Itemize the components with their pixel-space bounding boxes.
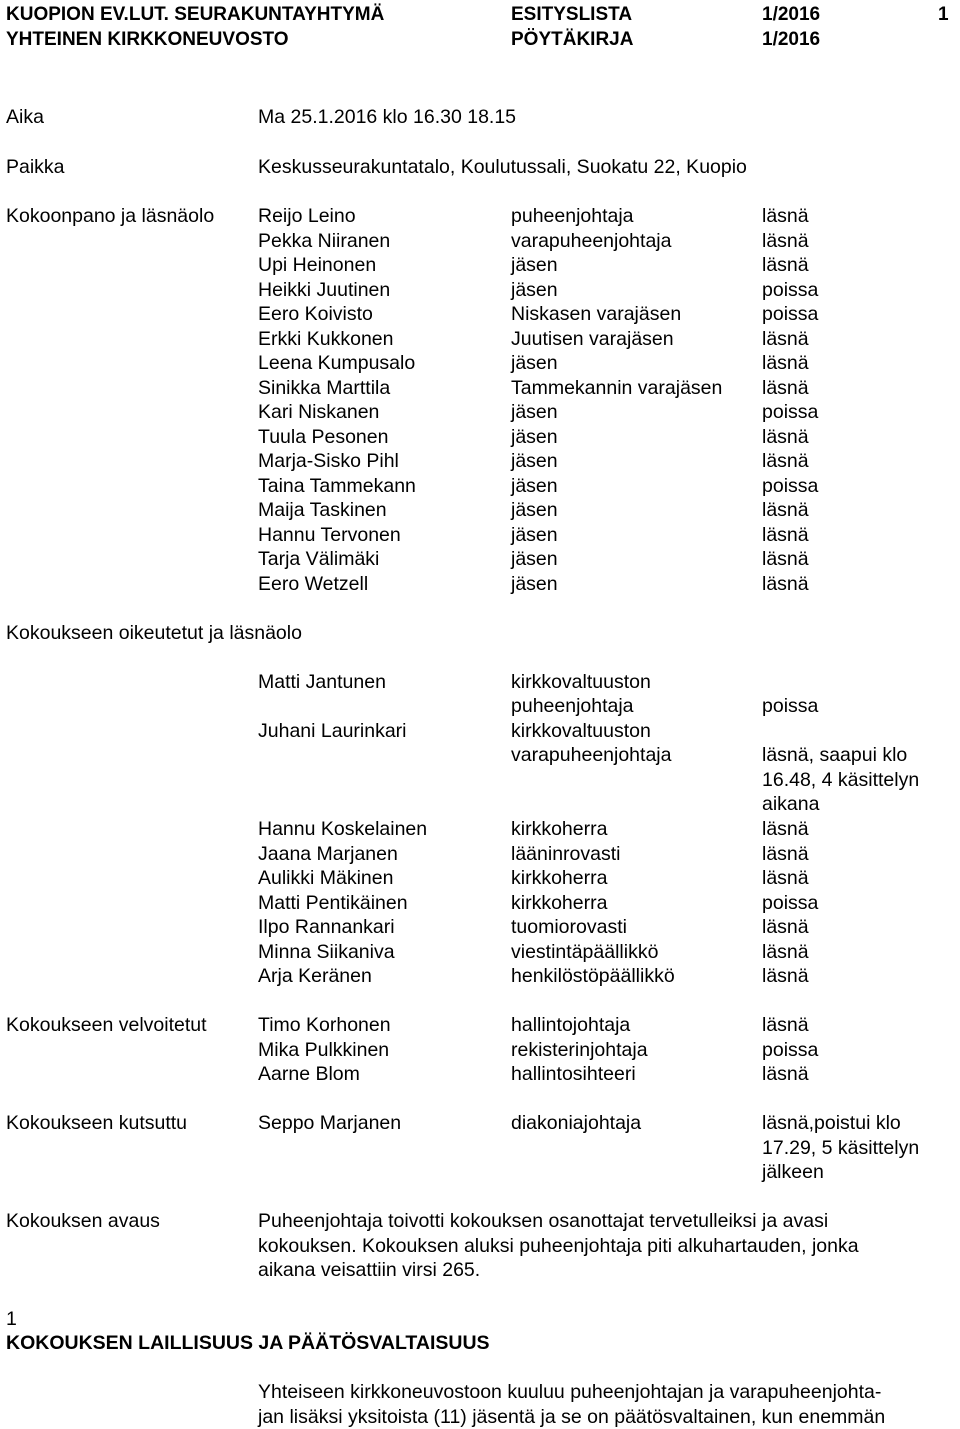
member-role: kirkkovaltuuston (511, 720, 651, 742)
header-org-line2: YHTEINEN KIRKKONEUVOSTO (6, 29, 289, 50)
member-role: kirkkovaltuuston (511, 671, 651, 693)
member-status: läsnä (762, 205, 809, 227)
member-status-cont: aikana (762, 793, 820, 815)
kutsuttu-label: Kokoukseen kutsuttu (6, 1112, 188, 1134)
member-role: hallintosihteeri (511, 1063, 636, 1085)
member-role-cont: puheenjohtaja (511, 695, 634, 717)
member-status: poissa (762, 1038, 819, 1061)
member-role: jäsen (511, 548, 558, 570)
member-name: Tuula Pesonen (258, 425, 389, 448)
member-name: Timo Korhonen (258, 1014, 391, 1036)
member-role: Tammekannin varajäsen (511, 376, 723, 399)
avaus-text-line1: Puheenjohtaja toivotti kokouksen osanottajat tervetulleiksi ja avasi (258, 1210, 829, 1232)
member-name: Maija Taskinen (258, 499, 387, 521)
member-status-cont: 17.29, 5 käsittelyn (762, 1137, 920, 1159)
member-role: kirkkoherra (511, 818, 608, 840)
member-status: läsnä (762, 450, 809, 472)
member-status: läsnä (762, 965, 809, 987)
member-name: Erkki Kukkonen (258, 327, 394, 350)
member-role: Niskasen varajäsen (511, 303, 682, 325)
header-doc-num1: 1/2016 (762, 4, 821, 25)
member-role: kirkkoherra (511, 891, 608, 914)
paikka-label: Paikka (6, 156, 65, 178)
member-name: Hannu Koskelainen (258, 818, 428, 840)
member-name: Taina Tammekann (258, 474, 416, 497)
member-name: Reijo Leino (258, 205, 356, 227)
section-text-line1: Yhteiseen kirkkoneuvostoon kuuluu puheenjohtajan ja varapuheenjohta- (258, 1381, 882, 1403)
member-role: kirkkoherra (511, 867, 608, 889)
member-role: jäsen (511, 401, 558, 423)
member-role: jäsen (511, 254, 558, 276)
member-status: läsnä (762, 523, 809, 546)
member-name: Hannu Tervonen (258, 523, 401, 546)
member-status: poissa (762, 891, 819, 914)
member-status: läsnä (762, 425, 809, 448)
member-name: Pekka Niiranen (258, 229, 391, 252)
member-role: henkilöstöpäällikkö (511, 965, 675, 987)
member-name: Aarne Blom (258, 1063, 360, 1085)
member-status: läsnä (762, 352, 809, 374)
member-name: Matti Jantunen (258, 671, 386, 693)
member-role: varapuheenjohtaja (511, 229, 672, 252)
member-role: tuomiorovasti (511, 916, 627, 938)
member-status: läsnä, saapui klo (762, 744, 908, 766)
member-name: Heikki Juutinen (258, 278, 391, 301)
member-name: Juhani Laurinkari (258, 720, 407, 742)
avaus-text-line2: kokouksen. Kokouksen aluksi puheenjohtaja piti alkuhartauden, jonka (258, 1235, 859, 1257)
member-name: Eero Wetzell (258, 572, 369, 595)
member-name: Mika Pulkkinen (258, 1038, 390, 1061)
member-role: rekisterinjohtaja (511, 1038, 648, 1061)
member-status: läsnä (762, 867, 809, 889)
member-role: jäsen (511, 352, 558, 374)
aika-label: Aika (6, 106, 44, 128)
member-name: Minna Siikaniva (258, 940, 395, 963)
member-status-cont: jälkeen (762, 1161, 824, 1183)
member-status: poissa (762, 278, 819, 301)
member-name: Ilpo Rannankari (258, 916, 395, 938)
member-status: poissa (762, 474, 819, 497)
member-name: Jaana Marjanen (258, 842, 398, 865)
member-role: jäsen (511, 523, 558, 546)
member-role: jäsen (511, 572, 558, 595)
member-name: Aulikki Mäkinen (258, 867, 394, 889)
member-status: läsnä (762, 376, 809, 399)
member-role: Juutisen varajäsen (511, 327, 674, 350)
member-role: viestintäpäällikkö (511, 940, 659, 963)
header-doc-type2: PÖYTÄKIRJA (511, 29, 634, 50)
member-role: jäsen (511, 425, 558, 448)
oikeutetut-label: Kokoukseen oikeutetut ja läsnäolo (6, 622, 302, 644)
member-status: läsnä (762, 229, 809, 252)
member-status-cont: 16.48, 4 käsittelyn (762, 769, 920, 791)
member-role: jäsen (511, 474, 558, 497)
page-number: 1 (938, 4, 949, 25)
member-name: Seppo Marjanen (258, 1112, 402, 1134)
member-name: Kari Niskanen (258, 401, 380, 423)
velvoitetut-label: Kokoukseen velvoitetut (6, 1014, 207, 1036)
member-status: läsnä (762, 254, 809, 276)
header-org-line1: KUOPION EV.LUT. SEURAKUNTAYHTYMÄ (6, 4, 385, 25)
member-status: läsnä,poistui klo (762, 1112, 901, 1134)
member-status: läsnä (762, 940, 809, 963)
member-status: läsnä (762, 327, 809, 350)
member-status: läsnä (762, 548, 809, 570)
avaus-label: Kokouksen avaus (6, 1210, 160, 1232)
member-status: läsnä (762, 916, 809, 938)
header-doc-type1: ESITYSLISTA (511, 4, 633, 25)
section-text-line2: jan lisäksi yksitoista (11) jäsentä ja se on päätösvaltainen, kun enemmän (258, 1406, 886, 1428)
aika-value: Ma 25.1.2016 klo 16.30 18.15 (258, 106, 517, 128)
section-number: 1 (6, 1308, 17, 1330)
member-role: hallintojohtaja (511, 1014, 631, 1036)
member-status: läsnä (762, 1014, 809, 1036)
member-role: lääninrovasti (511, 842, 621, 865)
member-name: Matti Pentikäinen (258, 891, 408, 914)
kokoonpano-label: Kokoonpano ja läsnäolo (6, 205, 215, 227)
member-role-cont: varapuheenjohtaja (511, 744, 672, 766)
member-name: Arja Keränen (258, 965, 372, 987)
member-role: puheenjohtaja (511, 205, 634, 227)
member-name: Leena Kumpusalo (258, 352, 416, 374)
member-name: Eero Koivisto (258, 303, 373, 325)
member-status: läsnä (762, 499, 809, 521)
member-status: läsnä (762, 1063, 809, 1085)
member-status: läsnä (762, 572, 809, 595)
header-doc-num2: 1/2016 (762, 29, 821, 50)
member-status: poissa (762, 303, 819, 325)
member-name: Marja-Sisko Pihl (258, 450, 399, 472)
paikka-value: Keskusseurakuntatalo, Koulutussali, Suokatu 22, Kuopio (258, 156, 747, 178)
member-role: jäsen (511, 278, 558, 301)
member-role: jäsen (511, 499, 558, 521)
member-status: poissa (762, 401, 819, 423)
member-name: Upi Heinonen (258, 254, 377, 276)
member-name: Sinikka Marttila (258, 376, 391, 399)
section-title: KOKOUKSEN LAILLISUUS JA PÄÄTÖSVALTAISUUS (6, 1332, 490, 1354)
avaus-text-line3: aikana veisattiin virsi 265. (258, 1259, 481, 1281)
member-status: läsnä (762, 842, 809, 865)
member-role: jäsen (511, 450, 558, 472)
member-role: diakoniajohtaja (511, 1112, 642, 1134)
member-name: Tarja Välimäki (258, 548, 380, 570)
member-status: poissa (762, 695, 819, 717)
member-status: läsnä (762, 818, 809, 840)
